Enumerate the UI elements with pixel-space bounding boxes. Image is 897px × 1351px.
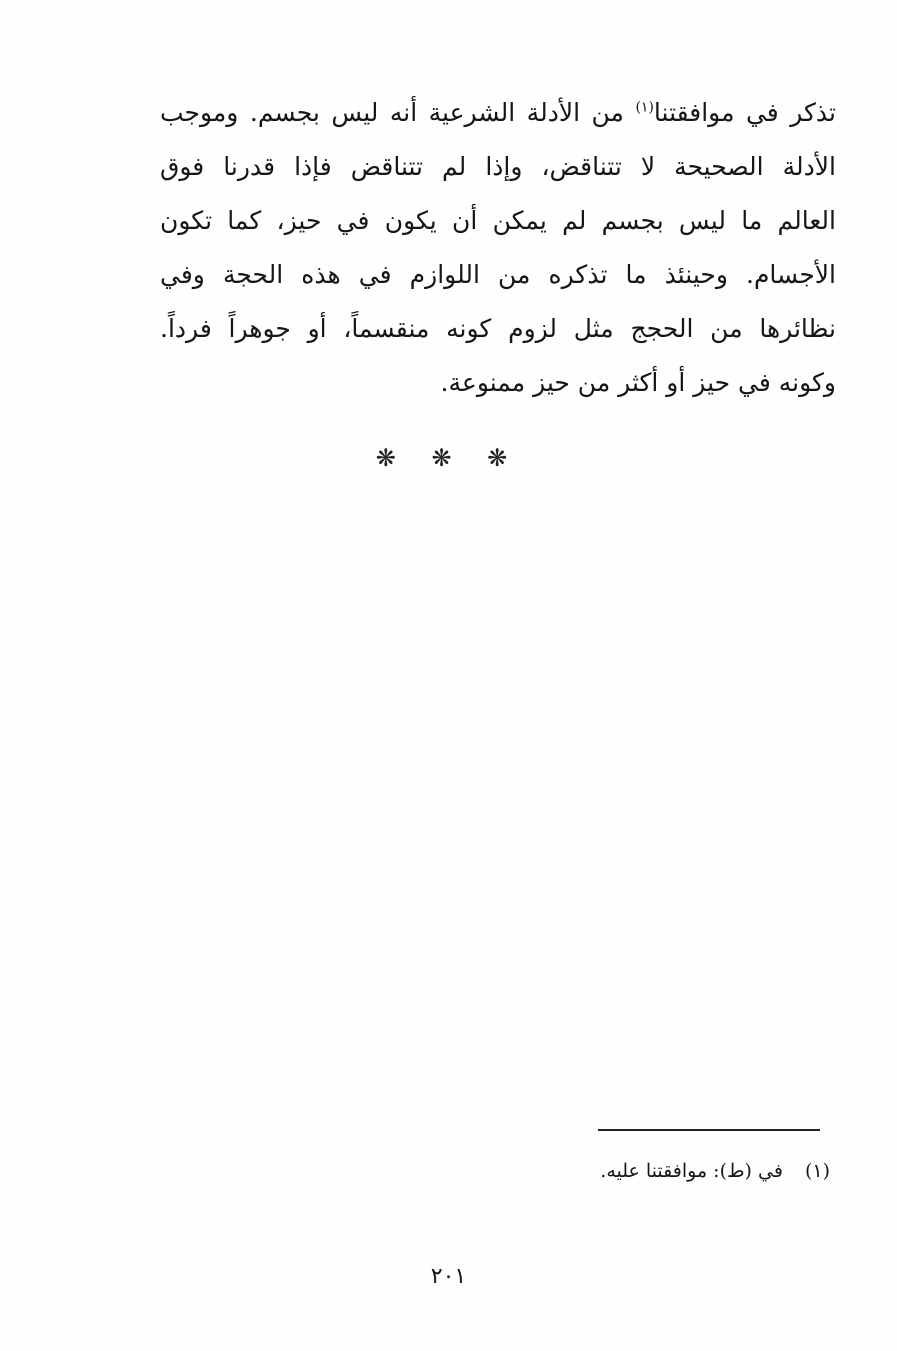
footnote [400, 1160, 830, 1182]
footnote-reference: (١) [635, 99, 654, 116]
text-segment: تذكر في موافقتنا [653, 98, 836, 127]
footnote-text: في (ط): موافقتنا عليه. [600, 1160, 783, 1182]
text-line [160, 86, 836, 140]
text-line: العالم ما ليس بجسم لم يمكن أن يكون في حيز، كما تكون [160, 206, 836, 235]
footnote-number: (١) [804, 1160, 830, 1182]
footnote-divider [598, 1129, 820, 1131]
main-text [160, 86, 836, 410]
text-segment: من الأدلة الشرعية أنه ليس بجسم. وموجب [160, 98, 636, 127]
text-line: وكونه في حيز أو أكثر من حيز ممنوعة. [440, 368, 836, 397]
section-separator: ❋ ❋ ❋ [375, 444, 522, 472]
page-number: ٢٠١ [430, 1264, 467, 1289]
text-line: الأجسام. وحينئذ ما تذكره من اللوازم في هذه الحجة وفي [160, 260, 836, 289]
text-line: نظائرها من الحجج مثل لزوم كونه منقسماً، أو جوهراً فرداً. [160, 314, 836, 343]
text-line: الأدلة الصحيحة لا تتناقض، وإذا لم تتناقض فإذا قدرنا فوق [160, 152, 836, 181]
